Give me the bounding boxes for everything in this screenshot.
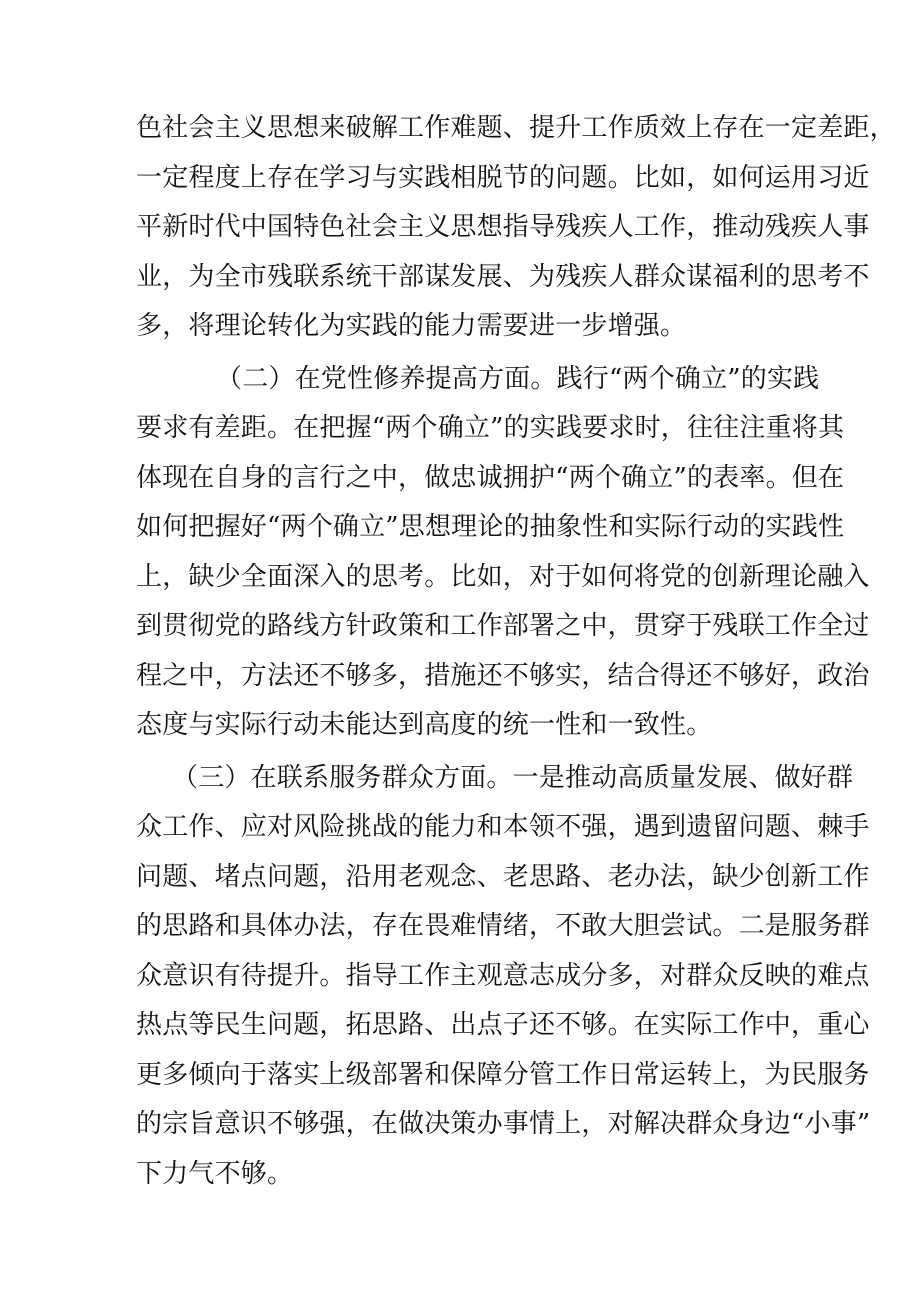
text-line: 到贯彻党的路线方针政策和工作部署之中，贯穿于残联工作全过 [136, 611, 870, 641]
document-body [136, 104, 896, 1199]
text-line: 的宗旨意识不够强，在做决策办事情上，对解决群众身边“小事” [136, 1109, 871, 1139]
text-line: 热点等民生问题，拓思路、出点子还不够。在实际工作中，重心 [136, 1010, 870, 1040]
text-line: 程之中，方法还不够多，措施还不够实，结合得还不够好，政治 [136, 660, 870, 691]
text-line: 体现在自身的言行之中，做忠诚拥护“两个确立”的表率。但在 [136, 462, 845, 493]
text-line: 问题、堵点问题，沿用老观念、老思路、老办法，缺少创新工作 [136, 861, 870, 892]
text-line: 的思路和具体办法，存在畏难情绪，不敢大胆尝试。二是服务群 [136, 911, 870, 941]
text-line: 多，将理论转化为实践的能力需要进一步增强。 [136, 311, 687, 341]
text-line: 下力气不够。 [136, 1158, 294, 1189]
paragraph-serving-masses [136, 754, 871, 1200]
text-line: （二）在党性修养提高方面。践行“两个确立”的实践 [216, 363, 820, 394]
text-line: 上，缺少全面深入的思考。比如，对于如何将党的创新理论融入 [136, 561, 870, 592]
text-line: 一定程度上存在学习与实践相脱节的问题。比如，如何运用习近 [136, 162, 870, 193]
text-line: 要求有差距。在把握“两个确立”的实践要求时，往往注重将其 [136, 413, 845, 443]
text-line: （三）在联系服务群众方面。一是推动高质量发展、做好群 [172, 762, 854, 793]
text-line: 业，为全市残联系统干部谋发展、为残疾人群众谋福利的思考不 [136, 261, 870, 292]
text-line: 众意识有待提升。指导工作主观意志成分多，对群众反映的难点 [136, 960, 870, 991]
text-line: 态度与实际行动未能达到高度的统一性和一致性。 [136, 710, 713, 740]
text-line: 众工作、应对风险挑战的能力和本领不强，遇到遗留问题、棘手 [136, 812, 870, 842]
text-line: 平新时代中国特色社会主义思想指导残疾人工作，推动残疾人事 [136, 212, 870, 242]
paragraph-party-cultivation [136, 355, 870, 751]
text-line: 更多倾向于落实上级部署和保障分管工作日常运转上，为民服务 [136, 1059, 870, 1090]
text-line: 如何把握好“两个确立”思想理论的抽象性和实际行动的实践性 [136, 512, 845, 542]
text-line: 色社会主义思想来破解工作难题、提升工作质效上存在一定差距， [136, 113, 896, 143]
paragraph-theory-practice-continuation [136, 104, 896, 352]
